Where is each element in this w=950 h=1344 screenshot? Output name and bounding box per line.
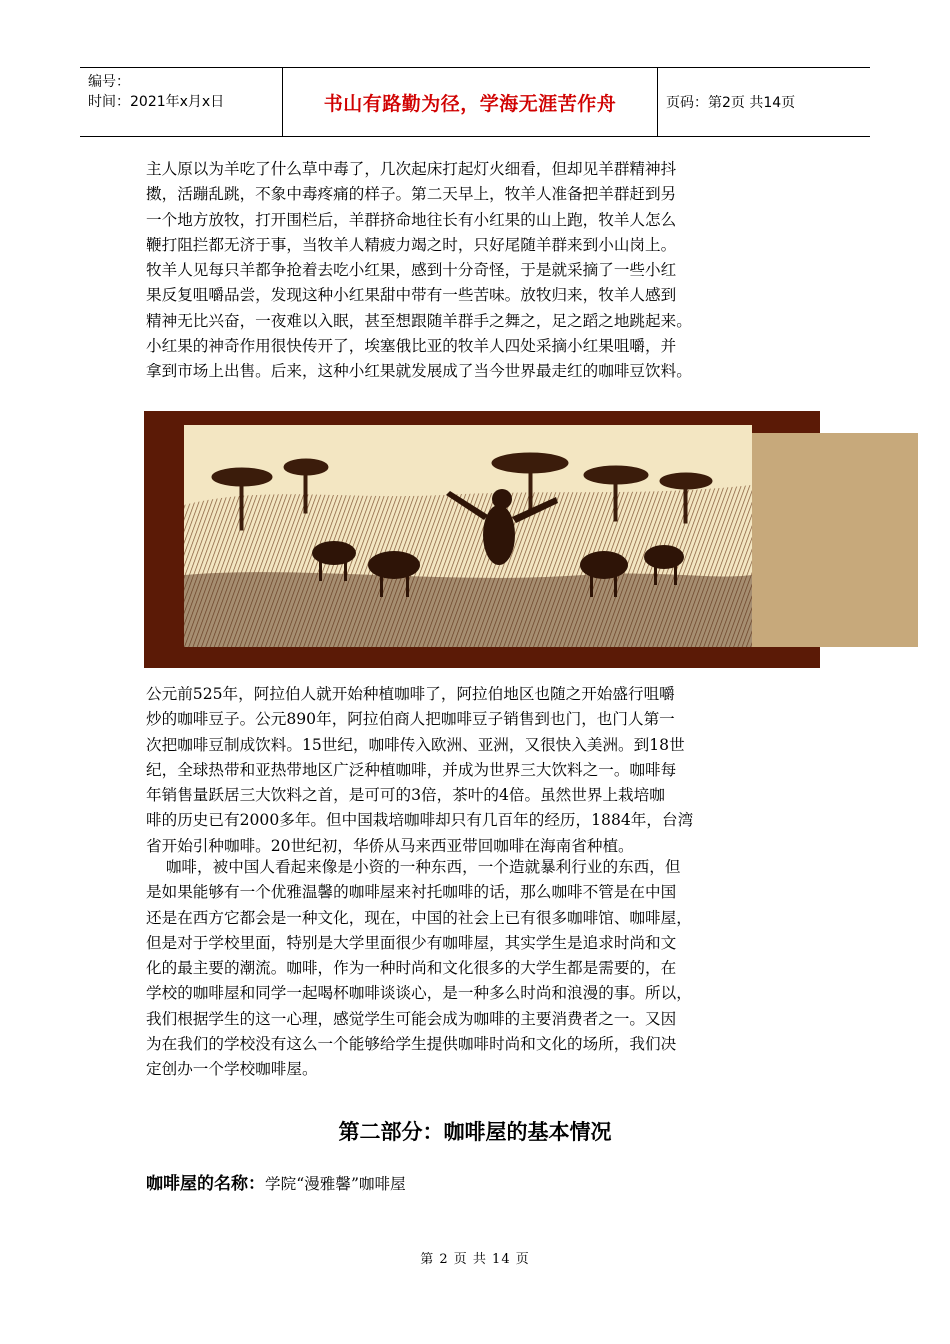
goatherd-engraving [184,425,752,647]
text-line: 省开始引种咖啡。20世纪初，华侨从马来西亚带回咖啡在海南省种植。 [146,836,634,855]
paragraph-legend [146,157,826,385]
text-line: 但是对于学校里面，特别是大学里面很少有咖啡屋，其实学生是追求时尚和文 [146,933,677,952]
header-motto [283,68,658,136]
page-info-text: 页码：第2页 共14页 [666,95,796,111]
header-meta [80,68,283,136]
text-line: 定创办一个学校咖啡屋。 [146,1060,318,1079]
text-line: 我们根据学生的这一心理，感觉学生可能会成为咖啡的主要消费者之一。又因 [146,1009,677,1028]
serial-label: 编号： [88,74,130,90]
text-line: 鞭打阻拦都无济于事，当牧羊人精疲力竭之时，只好尾随羊群来到小山岗上。 [146,235,677,254]
page-footer: 第 2 页 共 14 页 [420,1252,530,1267]
page-header [80,67,870,137]
text-line: 纪，全球热带和亚热带地区广泛种植咖啡，并成为世界三大饮料之一。咖啡每 [146,760,677,779]
text-line: 拿到市场上出售。后来，这种小红果就发展成了当今世界最走红的咖啡豆饮料。 [146,362,692,381]
text-line: 年销售量跃居三大饮料之首，是可可的3倍，茶叶的4倍。虽然世界上栽培咖 [146,786,665,805]
cafe-name-label: 咖啡屋的名称： [146,1174,265,1194]
section-title: 第二部分：咖啡屋的基本情况 [338,1120,612,1144]
text-line: 精神无比兴奋，一夜难以入眠，甚至想跟随羊群手之舞之，足之蹈之地跳起来。 [146,311,692,330]
text-line: 学校的咖啡屋和同学一起喝杯咖啡谈谈心，是一种多么时尚和浪漫的事。所以， [146,984,692,1003]
date-line: 时间：2021年x月x日 [88,94,225,110]
cafe-name-line [146,1169,406,1194]
paragraph-motivation [146,855,826,1083]
text-line: 啡的历史已有2000多年。但中国栽培咖啡却只有几百年的经历，1884年，台湾 [146,811,694,830]
paragraph-history [146,682,826,859]
illustration-goatherd [144,411,820,668]
cafe-name-value: 学院“漫雅馨”咖啡屋 [265,1175,406,1193]
text-line: 炒的咖啡豆子。公元890年，阿拉伯商人把咖啡豆子销售到也门，也门人第一 [146,710,675,729]
motto-text: 书山有路勤为径，学海无涯苦作舟 [323,92,617,115]
text-line: 咖啡，被中国人看起来像是小资的一种东西，一个造就暴利行业的东西，但 [146,858,681,876]
header-page-info [658,68,870,136]
text-line: 是如果能够有一个优雅温馨的咖啡屋来衬托咖啡的话，那么咖啡不管是在中国 [146,883,677,902]
text-line: 还是在西方它都会是一种文化，现在，中国的社会上已有很多咖啡馆、咖啡屋， [146,908,692,927]
text-line: 化的最主要的潮流。咖啡，作为一种时尚和文化很多的大学生都是需要的，在 [146,959,677,978]
text-line: 公元前525年，阿拉伯人就开始种植咖啡了，阿拉伯地区也随之开始盛行咀嚼 [146,685,675,703]
text-line: 小红果的神奇作用很快传开了，埃塞俄比亚的牧羊人四处采摘小红果咀嚼，并 [146,337,677,356]
text-line: 果反复咀嚼品尝，发现这种小红果甜中带有一些苦味。放牧归来，牧羊人感到 [146,286,677,305]
text-line: 主人原以为羊吃了什么草中毒了，几次起床打起灯火细看，但却见羊群精神抖 [146,160,677,178]
text-line: 为在我们的学校没有这么一个能够给学生提供咖啡时尚和文化的场所，我们决 [146,1035,677,1054]
text-line: 牧羊人见每只羊都争抢着去吃小红果，感到十分奇怪，于是就采摘了一些小红 [146,261,677,280]
text-line: 一个地方放牧，打开围栏后，羊群挤命地往长有小红果的山上跑，牧羊人怎么 [146,210,677,229]
illustration-card [184,425,752,647]
text-line: 擞，活蹦乱跳，不象中毒疼痛的样子。第二天早上，牧羊人准备把羊群赶到另 [146,185,677,204]
text-line: 次把咖啡豆制成饮料。15世纪，咖啡传入欧洲、亚洲，又很快入美洲。到18世 [146,735,685,754]
